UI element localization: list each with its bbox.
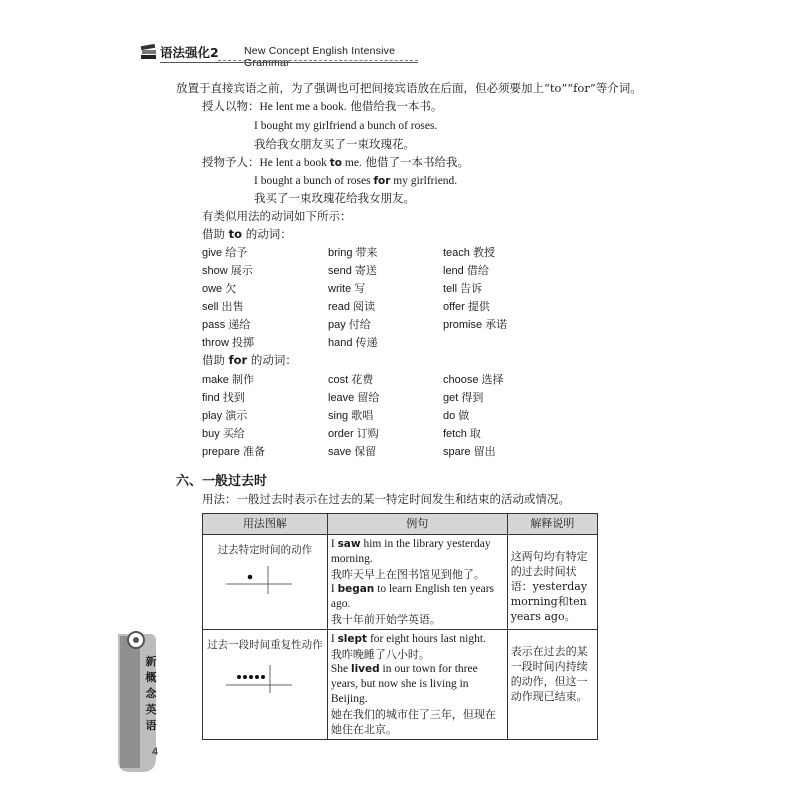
example-4-en: I bought a bunch of roses for my girlfriend. [254,175,458,187]
table-header-row [203,514,598,535]
verb-entry: get 得到 [443,392,484,404]
example-2-en: I bought my girlfriend a bunch of roses. [254,120,438,132]
example-translation: 我十年前开始学英语。 [330,613,441,626]
verb-entry: cost 花费 [328,374,374,386]
example-label: 授人以物： [202,99,260,113]
verb-entry: throw 投掷 [202,337,254,349]
verb-row [202,443,582,461]
verb-entry: read 阅读 [328,301,376,313]
example-3: 授物予人：He lent a book to me. 他借了一本书给我。 [202,155,469,169]
repeated-action-diagram [206,653,318,697]
example-zh: 他借了一本书给我。 [365,155,469,169]
keyword: to [329,157,342,169]
verb-entry: write 写 [328,283,366,295]
diagram-label: 过去一段时间重复性动作 [207,639,323,651]
verb-entry: choose 选择 [443,374,504,386]
example-cell [327,535,507,630]
verb-row [202,334,582,352]
verb-entry: leave 留给 [328,392,380,404]
explanation-cell: 这两句均有特定的过去时间状语：yesterday morning和ten years ago。 [507,535,597,630]
example-en: He lent me a book. [259,101,347,113]
running-header [140,40,420,69]
verb-entry: show 展示 [202,265,253,277]
diagram-cell [203,630,328,740]
example-translation: 她在我们的城市住了三年，但现在她住在北京。 [330,708,496,736]
verb-entry: make 制作 [202,374,254,386]
example-sentence: I began to learn English ten years ago. [330,583,495,610]
verb-entry: buy 买给 [202,428,245,440]
verb-row [202,371,582,389]
verb-entry: teach 教授 [443,247,495,259]
book-stack-logo-icon [140,42,158,60]
verb-entry: bring 带来 [328,247,378,259]
verb-entry: pass 递给 [202,319,251,331]
page-number: 4 [152,746,159,758]
verb-entry: find 找到 [202,392,245,404]
verb-entry: spare 留出 [443,446,496,458]
verb-entry: prepare 准备 [202,446,265,458]
explanation-cell: 表示在过去的某一段时间内持续的动作，但这一动作现已结束。 [507,630,597,740]
verb-entry: fetch 取 [443,428,481,440]
example-label: 授物予人： [202,155,260,169]
side-tab-label: 新 概 念 英 语 [145,655,157,732]
book-subtitle: New Concept English Intensive Grammar [244,45,396,69]
verb-row [202,407,582,425]
diagram-cell [203,535,328,630]
example-sentence: I saw him in the library yesterday morning. [330,538,491,565]
book-title: 语法强化2 [160,45,219,60]
verb-row [202,298,582,316]
intro-paragraph: 放置于直接宾语之前，为了强调也可把间接宾语放在后面，但必须要加上“to”“for”等介词。 [176,81,642,95]
verb-entry: send 寄送 [328,265,377,277]
example-2-zh: 我给我女朋友买了一束玫瑰花。 [254,137,415,151]
verb-entry: give 给予 [202,247,248,259]
example-translation: 我昨天早上在图书馆见到他了。 [330,568,485,581]
keyword: began [337,583,375,595]
column-header: 用法图解 [203,514,328,535]
similar-verbs-intro: 有类似用法的动词如下所示： [202,209,352,223]
verb-entry: do 做 [443,410,470,422]
diagram-label: 过去特定时间的动作 [217,544,313,556]
example-translation: 我昨晚睡了八小时。 [330,648,430,661]
example-sentence: She lived in our town for three years, but now she is living in Beijing. [330,663,478,705]
header-underline [160,62,418,63]
keyword: slept [337,633,368,645]
verb-entry: sell 出售 [202,301,244,313]
verb-entry: order 订购 [328,428,379,440]
verb-row [202,316,582,334]
point-in-time-diagram [206,558,318,598]
example-1 [202,98,442,115]
keyword: saw [337,538,361,550]
example-cell [327,630,507,740]
verb-entry: lend 借给 [443,265,489,277]
table-row [203,535,598,630]
verb-row [202,262,582,280]
for-verbs-heading: 借助 for 的动词： [202,353,297,367]
example-zh: 他借给我一本书。 [350,99,443,113]
section-title: 六、一般过去时 [176,474,268,489]
verb-entry: offer 提供 [443,301,490,313]
example-4-zh: 我买了一束玫瑰花给我女朋友。 [254,191,415,205]
grammar-table [202,513,598,740]
column-header: 例句 [327,514,507,535]
verb-entry: tell 告诉 [443,283,483,295]
keyword: lived [350,663,380,675]
verb-entry: play 演示 [202,410,248,422]
verb-entry: hand 传递 [328,337,378,349]
to-verbs-heading: 借助 to 的动词： [202,227,292,241]
section-usage: 用法：一般过去时表示在过去的某一特定时间发生和结束的活动或情况。 [202,492,570,506]
verb-entry: save 保留 [328,446,377,458]
table-row [203,630,598,740]
verb-entry: pay 付给 [328,319,371,331]
verb-row [202,244,582,262]
verb-row [202,280,582,298]
example-sentence: I slept for eight hours last night. [330,633,486,645]
verb-row [202,389,582,407]
verb-entry: promise 承诺 [443,319,508,331]
keyword: for [373,175,391,187]
verb-entry: owe 欠 [202,283,237,295]
verb-row [202,425,582,443]
verb-entry: sing 歌唱 [328,410,374,422]
column-header: 解释说明 [507,514,597,535]
